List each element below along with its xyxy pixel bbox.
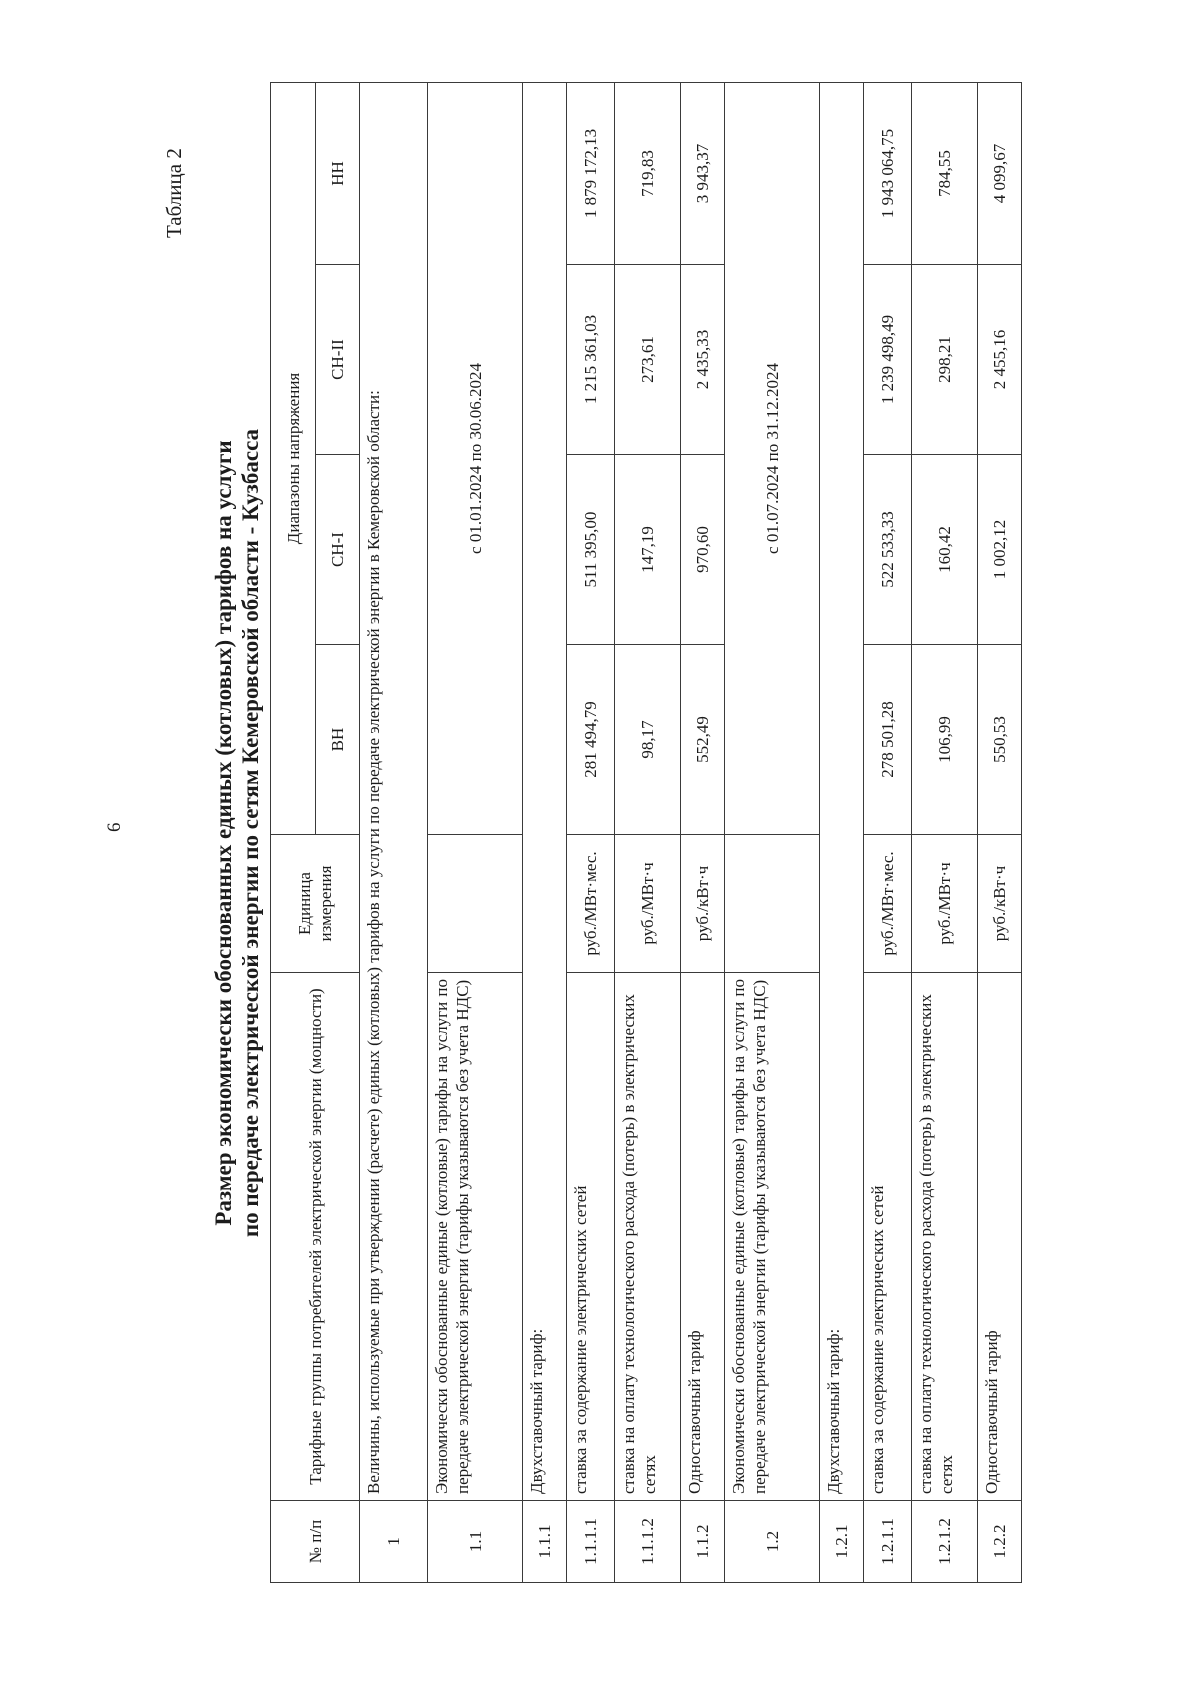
row-unit: руб./МВт·мес. — [864, 835, 912, 973]
header-vn: ВН — [316, 645, 360, 835]
row-number: 1.2 — [725, 1501, 820, 1583]
row-name: Одноставочный тариф — [681, 973, 725, 1501]
header-nn: НН — [316, 82, 360, 264]
row-unit-empty — [725, 835, 820, 973]
row-number: 1.1.1.2 — [615, 1501, 681, 1583]
rotated-content — [210, 83, 1150, 1583]
header-voltage-ranges: Диапазоны напряжения — [271, 82, 316, 834]
table-row-1 — [360, 82, 428, 1582]
row-number: 1 — [360, 1501, 428, 1583]
value-nn: 719,83 — [615, 82, 681, 264]
period-label: с 01.01.2024 по 30.06.2024 — [428, 82, 523, 834]
tariff-table — [270, 82, 1022, 1583]
row-number: 1.2.1 — [820, 1501, 864, 1583]
header-group: Тарифные группы потребителей электрической энергии (мощности) — [271, 973, 360, 1501]
period-label: с 01.07.2024 по 31.12.2024 — [725, 82, 820, 834]
value-sn1: 160,42 — [912, 455, 978, 645]
row-name: Экономически обоснованные единые (котловые) тарифы на услуги по передаче электрической энергии (тарифы указываются без учета НДС) — [725, 973, 820, 1501]
value-sn2: 273,61 — [615, 265, 681, 455]
row-unit: руб./кВт·ч — [681, 835, 725, 973]
value-sn1: 147,19 — [615, 455, 681, 645]
row-name: ставка на оплату технологического расхода (потерь) в электрических сетях — [912, 973, 978, 1501]
row-number: 1.2.2 — [978, 1501, 1022, 1583]
table-row-1-2-1-2 — [912, 82, 978, 1582]
row-unit: руб./МВт·ч — [615, 835, 681, 973]
page-number: 6 — [104, 822, 125, 832]
value-nn: 1 879 172,13 — [567, 82, 615, 264]
row-unit: руб./кВт·ч — [978, 835, 1022, 973]
value-vn: 106,99 — [912, 645, 978, 835]
row-unit: руб./МВт·мес. — [567, 835, 615, 973]
value-vn: 550,53 — [978, 645, 1022, 835]
row-number: 1.1.1.1 — [567, 1501, 615, 1583]
row-unit-empty — [428, 835, 523, 973]
header-sn1: СН-I — [316, 455, 360, 645]
value-sn1: 970,60 — [681, 455, 725, 645]
value-vn: 281 494,79 — [567, 645, 615, 835]
row-name: Экономически обоснованные единые (котловые) тарифы на услуги по передаче электрической энергии (тарифы указываются без учета НДС) — [428, 973, 523, 1501]
table-label: Таблица 2 — [162, 148, 186, 238]
title-line-2: по передаче электрической энергии по сетям Кемеровской области - Кузбасса — [238, 428, 263, 1238]
table-row-1-2-1-1 — [864, 82, 912, 1582]
row-name: ставка на оплату технологического расхода (потерь) в электрических сетях — [615, 973, 681, 1501]
header-sn2: СН-II — [316, 265, 360, 455]
header-row-1 — [271, 82, 316, 1582]
table-row-1-1 — [428, 82, 523, 1582]
table-row-1-1-2 — [681, 82, 725, 1582]
row-number: 1.1 — [428, 1501, 523, 1583]
value-sn2: 298,21 — [912, 265, 978, 455]
value-nn: 3 943,37 — [681, 82, 725, 264]
header-unit: Единица измерения — [271, 835, 360, 973]
row-name: Одноставочный тариф — [978, 973, 1022, 1501]
value-nn: 4 099,67 — [978, 82, 1022, 264]
document-title — [210, 83, 270, 1583]
row-name: ставка за содержание электрических сетей — [864, 973, 912, 1501]
title-line-1: Размер экономически обоснованных единых (котловых) тарифов на услуги — [211, 440, 236, 1226]
table-row-1-2-2 — [978, 82, 1022, 1582]
value-sn1: 511 395,00 — [567, 455, 615, 645]
table-row-1-2-1 — [820, 82, 864, 1582]
value-sn2: 1 215 361,03 — [567, 265, 615, 455]
value-vn: 278 501,28 — [864, 645, 912, 835]
row-name: ставка за содержание электрических сетей — [567, 973, 615, 1501]
value-vn: 98,17 — [615, 645, 681, 835]
row-number: 1.1.2 — [681, 1501, 725, 1583]
value-sn1: 522 533,33 — [864, 455, 912, 645]
row-number: 1.1.1 — [523, 1501, 567, 1583]
row-unit: руб./МВт·ч — [912, 835, 978, 973]
value-sn1: 1 002,12 — [978, 455, 1022, 645]
row-number: 1.2.1.1 — [864, 1501, 912, 1583]
value-sn2: 2 435,33 — [681, 265, 725, 455]
row-name: Двухставочный тариф: — [523, 82, 567, 1500]
table-row-1-1-1 — [523, 82, 567, 1582]
value-sn2: 1 239 498,49 — [864, 265, 912, 455]
value-nn: 784,55 — [912, 82, 978, 264]
value-sn2: 2 455,16 — [978, 265, 1022, 455]
value-vn: 552,49 — [681, 645, 725, 835]
value-nn: 1 943 064,75 — [864, 82, 912, 264]
row-number: 1.2.1.2 — [912, 1501, 978, 1583]
header-no: № п/п — [271, 1501, 360, 1583]
row-name: Двухставочный тариф: — [820, 82, 864, 1500]
table-row-1-2 — [725, 82, 820, 1582]
row-name: Величины, используемые при утверждении (расчете) единых (котловых) тарифов на услуги по передаче электрической энергии в Кемеровской области: — [360, 82, 428, 1500]
table-row-1-1-1-2 — [615, 82, 681, 1582]
table-row-1-1-1-1 — [567, 82, 615, 1582]
